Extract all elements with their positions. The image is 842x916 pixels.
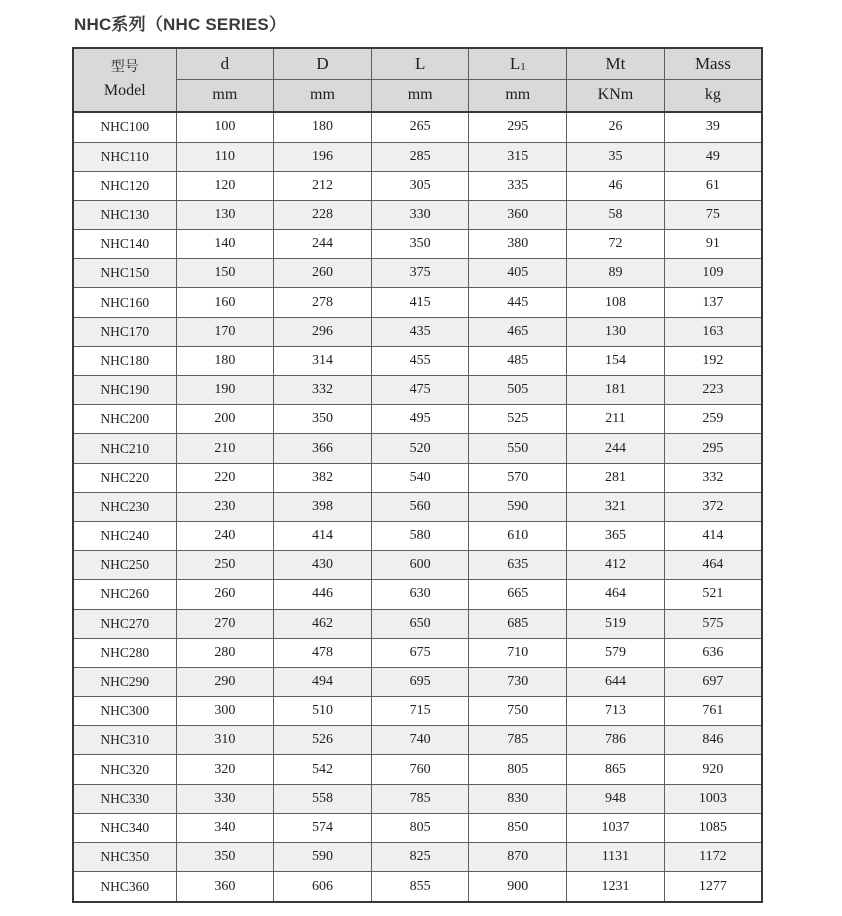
value-cell-mt: 464: [567, 580, 665, 609]
value-cell-l: 265: [371, 112, 469, 142]
value-cell-mass: 39: [664, 112, 762, 142]
table-row-nhc290: [73, 667, 762, 696]
table-row-nhc270: [73, 609, 762, 638]
value-cell-big-d: 446: [274, 580, 372, 609]
table-row-nhc100: [73, 112, 762, 142]
value-cell-d: 240: [176, 521, 274, 550]
model-cell: NHC270: [73, 609, 176, 638]
value-cell-big-d: 212: [274, 171, 372, 200]
value-cell-l: 855: [371, 872, 469, 902]
value-cell-l1: 900: [469, 872, 567, 902]
value-cell-mt: 865: [567, 755, 665, 784]
value-cell-d: 140: [176, 230, 274, 259]
value-cell-mt: 1131: [567, 843, 665, 872]
value-cell-mt: 35: [567, 142, 665, 171]
value-cell-l1: 710: [469, 638, 567, 667]
model-cell: NHC120: [73, 171, 176, 200]
value-cell-big-d: 430: [274, 551, 372, 580]
value-cell-big-d: 314: [274, 346, 372, 375]
value-cell-d: 200: [176, 405, 274, 434]
value-cell-d: 360: [176, 872, 274, 902]
model-cell: NHC100: [73, 112, 176, 142]
column-header-mt: Mt: [567, 48, 665, 79]
table-row-nhc240: [73, 521, 762, 550]
table-row-nhc190: [73, 376, 762, 405]
value-cell-big-d: 196: [274, 142, 372, 171]
table-row-nhc360: [73, 872, 762, 902]
value-cell-mass: 295: [664, 434, 762, 463]
table-row-nhc230: [73, 492, 762, 521]
value-cell-l: 540: [371, 463, 469, 492]
value-cell-mass: 109: [664, 259, 762, 288]
value-cell-l: 495: [371, 405, 469, 434]
value-cell-d: 120: [176, 171, 274, 200]
value-cell-mass: 163: [664, 317, 762, 346]
value-cell-mt: 1231: [567, 872, 665, 902]
value-cell-mass: 372: [664, 492, 762, 521]
value-cell-mass: 1172: [664, 843, 762, 872]
model-cell: NHC220: [73, 463, 176, 492]
table-row-nhc160: [73, 288, 762, 317]
value-cell-mass: 846: [664, 726, 762, 755]
value-cell-l: 740: [371, 726, 469, 755]
column-header-l1: L1: [469, 48, 567, 79]
column-header-big-d: D: [274, 48, 372, 79]
value-cell-mt: 644: [567, 667, 665, 696]
model-cell: NHC210: [73, 434, 176, 463]
value-cell-d: 300: [176, 697, 274, 726]
table-row-nhc180: [73, 346, 762, 375]
value-cell-l: 760: [371, 755, 469, 784]
value-cell-l1: 505: [469, 376, 567, 405]
column-header-model: [73, 48, 176, 112]
value-cell-mt: 713: [567, 697, 665, 726]
value-cell-l: 475: [371, 376, 469, 405]
value-cell-mass: 192: [664, 346, 762, 375]
unit-cell-mt: KNm: [567, 79, 665, 112]
value-cell-mt: 154: [567, 346, 665, 375]
value-cell-big-d: 260: [274, 259, 372, 288]
value-cell-l1: 335: [469, 171, 567, 200]
value-cell-big-d: 526: [274, 726, 372, 755]
model-cell: NHC340: [73, 813, 176, 842]
value-cell-d: 310: [176, 726, 274, 755]
value-cell-l1: 485: [469, 346, 567, 375]
model-cell: NHC170: [73, 317, 176, 346]
value-cell-l1: 525: [469, 405, 567, 434]
value-cell-l1: 830: [469, 784, 567, 813]
value-cell-d: 250: [176, 551, 274, 580]
column-header-d: d: [176, 48, 274, 79]
value-cell-mass: 75: [664, 200, 762, 229]
value-cell-l1: 785: [469, 726, 567, 755]
model-cell: NHC140: [73, 230, 176, 259]
value-cell-mt: 412: [567, 551, 665, 580]
value-cell-l: 630: [371, 580, 469, 609]
value-cell-big-d: 366: [274, 434, 372, 463]
value-cell-l: 520: [371, 434, 469, 463]
value-cell-mass: 920: [664, 755, 762, 784]
value-cell-d: 100: [176, 112, 274, 142]
table-row-nhc350: [73, 843, 762, 872]
model-cell: NHC240: [73, 521, 176, 550]
value-cell-mt: 211: [567, 405, 665, 434]
value-cell-big-d: 462: [274, 609, 372, 638]
value-cell-l1: 685: [469, 609, 567, 638]
value-cell-mt: 519: [567, 609, 665, 638]
value-cell-l: 675: [371, 638, 469, 667]
value-cell-d: 270: [176, 609, 274, 638]
value-cell-mt: 181: [567, 376, 665, 405]
value-cell-mt: 108: [567, 288, 665, 317]
table-row-nhc200: [73, 405, 762, 434]
value-cell-l: 580: [371, 521, 469, 550]
value-cell-mass: 49: [664, 142, 762, 171]
value-cell-mass: 464: [664, 551, 762, 580]
unit-cell-d: mm: [176, 79, 274, 112]
value-cell-big-d: 590: [274, 843, 372, 872]
model-cell: NHC300: [73, 697, 176, 726]
value-cell-l1: 750: [469, 697, 567, 726]
value-cell-d: 110: [176, 142, 274, 171]
value-cell-l1: 850: [469, 813, 567, 842]
value-cell-l1: 445: [469, 288, 567, 317]
value-cell-big-d: 494: [274, 667, 372, 696]
table-row-nhc150: [73, 259, 762, 288]
value-cell-mt: 89: [567, 259, 665, 288]
value-cell-mt: 58: [567, 200, 665, 229]
value-cell-d: 330: [176, 784, 274, 813]
value-cell-d: 130: [176, 200, 274, 229]
value-cell-mass: 223: [664, 376, 762, 405]
value-cell-mt: 365: [567, 521, 665, 550]
value-cell-l: 600: [371, 551, 469, 580]
model-cell: NHC110: [73, 142, 176, 171]
value-cell-d: 180: [176, 346, 274, 375]
unit-cell-l1: mm: [469, 79, 567, 112]
value-cell-big-d: 414: [274, 521, 372, 550]
value-cell-l: 455: [371, 346, 469, 375]
value-cell-d: 170: [176, 317, 274, 346]
value-cell-l1: 665: [469, 580, 567, 609]
table-body: [73, 112, 762, 902]
page-title: NHC系列（NHC SERIES）: [74, 15, 287, 34]
header-label-row: [73, 48, 762, 79]
nhc-series-table: [72, 47, 763, 903]
value-cell-d: 220: [176, 463, 274, 492]
table-header: [73, 48, 762, 112]
model-cell: NHC310: [73, 726, 176, 755]
value-cell-big-d: 574: [274, 813, 372, 842]
value-cell-l: 825: [371, 843, 469, 872]
value-cell-mass: 575: [664, 609, 762, 638]
value-cell-big-d: 510: [274, 697, 372, 726]
value-cell-d: 280: [176, 638, 274, 667]
value-cell-d: 320: [176, 755, 274, 784]
value-cell-l1: 635: [469, 551, 567, 580]
model-cell: NHC160: [73, 288, 176, 317]
value-cell-d: 150: [176, 259, 274, 288]
table-row-nhc260: [73, 580, 762, 609]
value-cell-mass: 332: [664, 463, 762, 492]
value-cell-l1: 590: [469, 492, 567, 521]
value-cell-l1: 870: [469, 843, 567, 872]
value-cell-d: 160: [176, 288, 274, 317]
value-cell-l: 435: [371, 317, 469, 346]
value-cell-l1: 610: [469, 521, 567, 550]
model-cell: NHC330: [73, 784, 176, 813]
column-header-l: L: [371, 48, 469, 79]
value-cell-big-d: 558: [274, 784, 372, 813]
model-cell: NHC150: [73, 259, 176, 288]
model-cell: NHC360: [73, 872, 176, 902]
value-cell-l: 415: [371, 288, 469, 317]
value-cell-l1: 805: [469, 755, 567, 784]
value-cell-l: 560: [371, 492, 469, 521]
value-cell-mt: 786: [567, 726, 665, 755]
value-cell-big-d: 296: [274, 317, 372, 346]
model-cell: NHC250: [73, 551, 176, 580]
value-cell-mt: 244: [567, 434, 665, 463]
value-cell-l1: 465: [469, 317, 567, 346]
table-row-nhc140: [73, 230, 762, 259]
value-cell-d: 190: [176, 376, 274, 405]
table-row-nhc210: [73, 434, 762, 463]
value-cell-l1: 360: [469, 200, 567, 229]
column-header-subscript: 1: [520, 60, 526, 73]
value-cell-mass: 137: [664, 288, 762, 317]
model-cell: NHC260: [73, 580, 176, 609]
value-cell-mass: 521: [664, 580, 762, 609]
value-cell-l1: 570: [469, 463, 567, 492]
unit-cell-big-d: mm: [274, 79, 372, 112]
value-cell-l: 330: [371, 200, 469, 229]
value-cell-l: 285: [371, 142, 469, 171]
value-cell-mt: 72: [567, 230, 665, 259]
model-cell: NHC280: [73, 638, 176, 667]
value-cell-l1: 550: [469, 434, 567, 463]
model-cell: NHC190: [73, 376, 176, 405]
model-cell: NHC320: [73, 755, 176, 784]
table-row-nhc250: [73, 551, 762, 580]
table-row-nhc310: [73, 726, 762, 755]
value-cell-d: 230: [176, 492, 274, 521]
value-cell-l: 695: [371, 667, 469, 696]
value-cell-big-d: 350: [274, 405, 372, 434]
value-cell-mt: 1037: [567, 813, 665, 842]
table-row-nhc320: [73, 755, 762, 784]
model-header-label-en: Model: [103, 81, 146, 99]
value-cell-big-d: 228: [274, 200, 372, 229]
model-cell: NHC200: [73, 405, 176, 434]
value-cell-d: 260: [176, 580, 274, 609]
model-cell: NHC290: [73, 667, 176, 696]
table-row-nhc280: [73, 638, 762, 667]
value-cell-d: 290: [176, 667, 274, 696]
value-cell-big-d: 542: [274, 755, 372, 784]
value-cell-big-d: 606: [274, 872, 372, 902]
value-cell-l: 785: [371, 784, 469, 813]
value-cell-mt: 26: [567, 112, 665, 142]
table-row-nhc110: [73, 142, 762, 171]
value-cell-mass: 259: [664, 405, 762, 434]
model-cell: NHC180: [73, 346, 176, 375]
value-cell-mass: 414: [664, 521, 762, 550]
table-row-nhc120: [73, 171, 762, 200]
value-cell-mt: 130: [567, 317, 665, 346]
value-cell-d: 340: [176, 813, 274, 842]
value-cell-l: 715: [371, 697, 469, 726]
table-row-nhc220: [73, 463, 762, 492]
value-cell-l: 805: [371, 813, 469, 842]
value-cell-mass: 1085: [664, 813, 762, 842]
value-cell-mt: 281: [567, 463, 665, 492]
value-cell-big-d: 180: [274, 112, 372, 142]
value-cell-mass: 61: [664, 171, 762, 200]
value-cell-mass: 1003: [664, 784, 762, 813]
value-cell-l: 650: [371, 609, 469, 638]
value-cell-mt: 948: [567, 784, 665, 813]
value-cell-mass: 761: [664, 697, 762, 726]
value-cell-big-d: 478: [274, 638, 372, 667]
unit-cell-l: mm: [371, 79, 469, 112]
value-cell-mass: 91: [664, 230, 762, 259]
unit-cell-mass: kg: [664, 79, 762, 112]
value-cell-l: 350: [371, 230, 469, 259]
value-cell-big-d: 332: [274, 376, 372, 405]
value-cell-big-d: 382: [274, 463, 372, 492]
value-cell-l1: 380: [469, 230, 567, 259]
model-cell: NHC130: [73, 200, 176, 229]
model-cell: NHC350: [73, 843, 176, 872]
header-unit-row: [73, 79, 762, 112]
table-row-nhc330: [73, 784, 762, 813]
value-cell-l: 375: [371, 259, 469, 288]
table-row-nhc170: [73, 317, 762, 346]
value-cell-mt: 321: [567, 492, 665, 521]
value-cell-l1: 315: [469, 142, 567, 171]
value-cell-mt: 579: [567, 638, 665, 667]
model-cell: NHC230: [73, 492, 176, 521]
value-cell-l1: 295: [469, 112, 567, 142]
column-header-mass: Mass: [664, 48, 762, 79]
table-row-nhc130: [73, 200, 762, 229]
value-cell-big-d: 278: [274, 288, 372, 317]
value-cell-mt: 46: [567, 171, 665, 200]
value-cell-d: 350: [176, 843, 274, 872]
value-cell-mass: 636: [664, 638, 762, 667]
value-cell-l1: 405: [469, 259, 567, 288]
value-cell-big-d: 398: [274, 492, 372, 521]
value-cell-d: 210: [176, 434, 274, 463]
table-row-nhc300: [73, 697, 762, 726]
value-cell-l: 305: [371, 171, 469, 200]
value-cell-mass: 1277: [664, 872, 762, 902]
table-row-nhc340: [73, 813, 762, 842]
model-header-label-zh: 型号: [110, 60, 139, 76]
value-cell-big-d: 244: [274, 230, 372, 259]
value-cell-mass: 697: [664, 667, 762, 696]
value-cell-l1: 730: [469, 667, 567, 696]
